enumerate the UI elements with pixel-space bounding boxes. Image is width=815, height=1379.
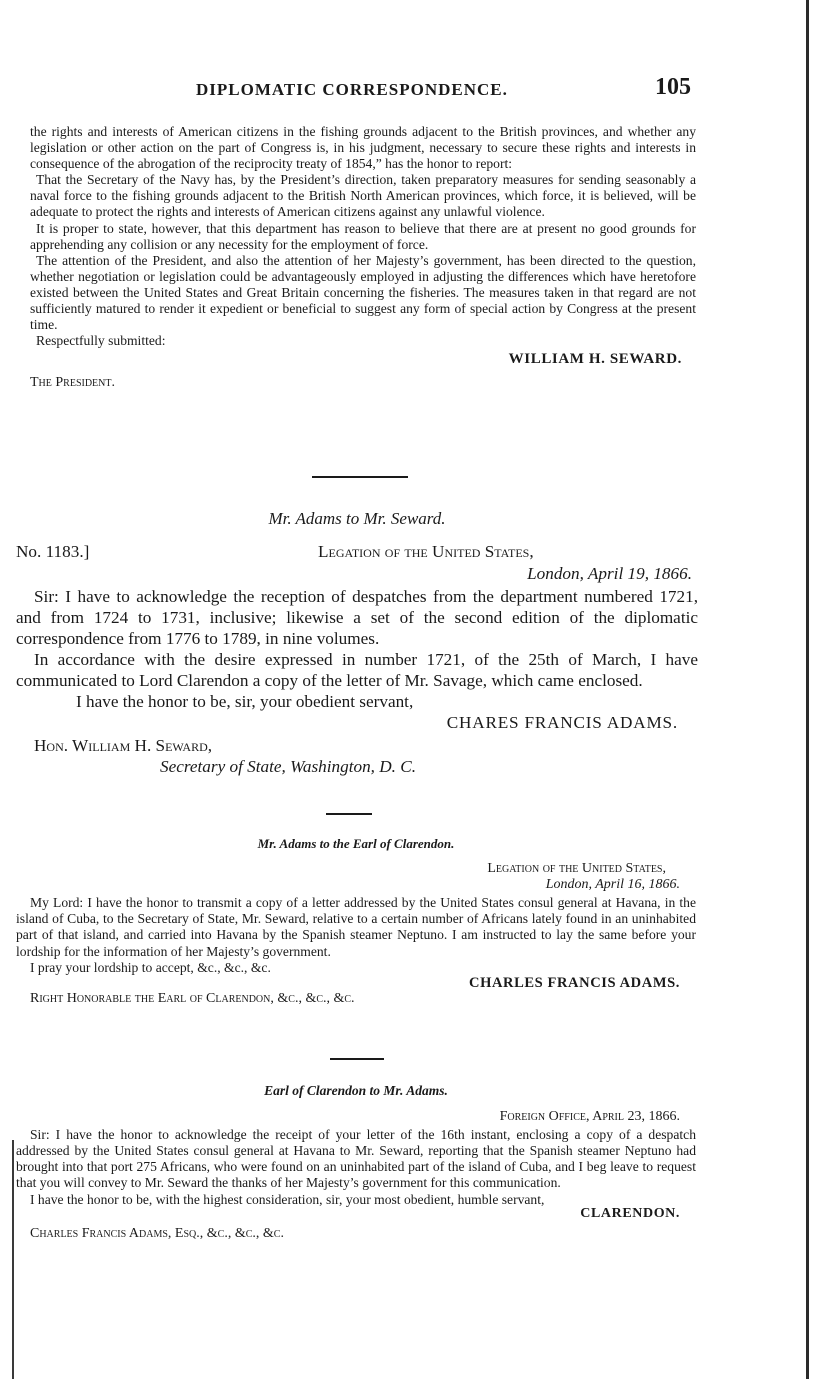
- despatch-number: No. 1183.]: [16, 542, 90, 561]
- letter-signature: CLARENDON.: [580, 1205, 680, 1221]
- running-title: DIPLOMATIC CORRESPONDENCE.: [196, 80, 508, 99]
- letter-adams-to-seward: [16, 508, 698, 777]
- letter-signature: CHARLES FRANCIS ADAMS.: [469, 974, 680, 991]
- letter-clarendon-to-adams: [16, 1083, 696, 1242]
- letter-heading: Mr. Adams to Mr. Seward.: [268, 509, 446, 528]
- report-continuation: [30, 124, 696, 392]
- letter-recipient: Charles Francis Adams, Esq., &c., &c., &c.: [30, 1225, 284, 1241]
- letter-paragraph: Sir: I have to acknowledge the reception of despatches from the department numbered 1721, and from 1724 to 1731, inclusive; likewise a set of the second edition of the diplomatic correspondence from 1776 to 1789, in nine volumes.: [16, 587, 698, 648]
- report-paragraph: It is proper to state, however, that this department has reason to believe that there are at present no good grounds for apprehending any collision or any necessity for the employment of force.: [30, 220, 696, 252]
- letter-date: London, April 19, 1866.: [527, 564, 692, 583]
- section-divider: [326, 813, 372, 815]
- section-divider: [330, 1058, 384, 1060]
- report-signature: WILLIAM H. SEWARD.: [508, 351, 682, 368]
- report-addressee: The President.: [30, 375, 115, 391]
- page-gutter-shadow: [12, 1140, 14, 1379]
- report-paragraph: That the Secretary of the Navy has, by the President’s direction, taken preparatory measures for sending seasonably a naval force to the fishing grounds adjacent to the British North American provinces, which force, it is believed, will be adequate to protect the rights and interests of American citizens against any unlawful violence.: [30, 172, 696, 220]
- letter-signature: CHARES FRANCIS ADAMS.: [446, 713, 678, 732]
- page-edge-shadow: [806, 0, 809, 1379]
- letter-closing: I have the honor to be, with the highest consideration, sir, your most obedient, humble servant,: [30, 1191, 545, 1207]
- letter-paragraph: My Lord: I have the honor to transmit a copy of a letter addressed by the United States consul general at Havana, in the island of Cuba, to the Secretary of State, Mr. Seward, relative to a certain number of Africans lately found in an uninhabited part of that island, and carried into Havana by the Spanish steamer Neptuno. I am instructed to lay the same before your lordship for the information of her Majesty’s government.: [16, 895, 696, 959]
- letter-heading: Mr. Adams to the Earl of Clarendon.: [257, 836, 455, 851]
- letter-place-date: Foreign Office, April 23, 1866.: [499, 1109, 680, 1125]
- recipient-name: Hon. William H. Seward,: [34, 736, 213, 755]
- letter-paragraph: In accordance with the desire expressed in number 1721, of the 25th of March, I have communicated to Lord Clarendon a copy of the letter of Mr. Savage, which came enclosed.: [16, 650, 698, 690]
- page-number: 105: [655, 74, 691, 100]
- letter-closing: I pray your lordship to accept, &c., &c., &c.: [30, 959, 271, 975]
- recipient-title: Secretary of State, Washington, D. C.: [160, 757, 417, 776]
- report-paragraph: the rights and interests of American citizens in the fishing grounds adjacent to the British provinces, and whether any legislation or other action on the part of Congress is, in his judgment, necessary to secure these rights and interests in consequence of the abrogation of the reciprocity treaty of 1854,” has the honor to report:: [30, 124, 696, 172]
- letter-place: Legation of the United States,: [487, 861, 666, 877]
- letter-header-row: [16, 541, 698, 563]
- letter-adams-to-clarendon: [16, 836, 696, 1007]
- section-divider: [312, 476, 408, 478]
- letter-heading: Earl of Clarendon to Mr. Adams.: [264, 1083, 448, 1098]
- letter-place: Legation of the United States,: [318, 542, 534, 561]
- letter-date: London, April 16, 1866.: [545, 877, 680, 893]
- report-paragraph: The attention of the President, and also the attention of her Majesty’s government, has been directed to the question, whether negotiation or legislation could be advantageously employed in adjusting the differences which have heretofore existed between the United States and Great Britain concerning the fisheries. The measures taken in that regard are not sufficiently matured to render it expedient or beneficial to suggest any form of special action by Congress at the present time.: [30, 252, 696, 333]
- letter-closing: I have the honor to be, sir, your obedient servant,: [76, 692, 414, 711]
- running-head: [0, 74, 815, 104]
- letter-recipient: Right Honorable the Earl of Clarendon, &c., &c., &c.: [30, 990, 355, 1006]
- report-closing: Respectfully submitted:: [36, 333, 166, 349]
- letter-paragraph: Sir: I have the honor to acknowledge the receipt of your letter of the 16th instant, enclosing a copy of a despatch addressed by the United States consul general at Havana to Mr. Seward, reporting that the Spanish steamer Neptuno had brought into that port 275 Africans, who were found on an uninhabited part of the island of Cuba, and I beg leave to request that you will convey to Mr. Seward the thanks of her Majesty’s government for this communication.: [16, 1127, 696, 1191]
